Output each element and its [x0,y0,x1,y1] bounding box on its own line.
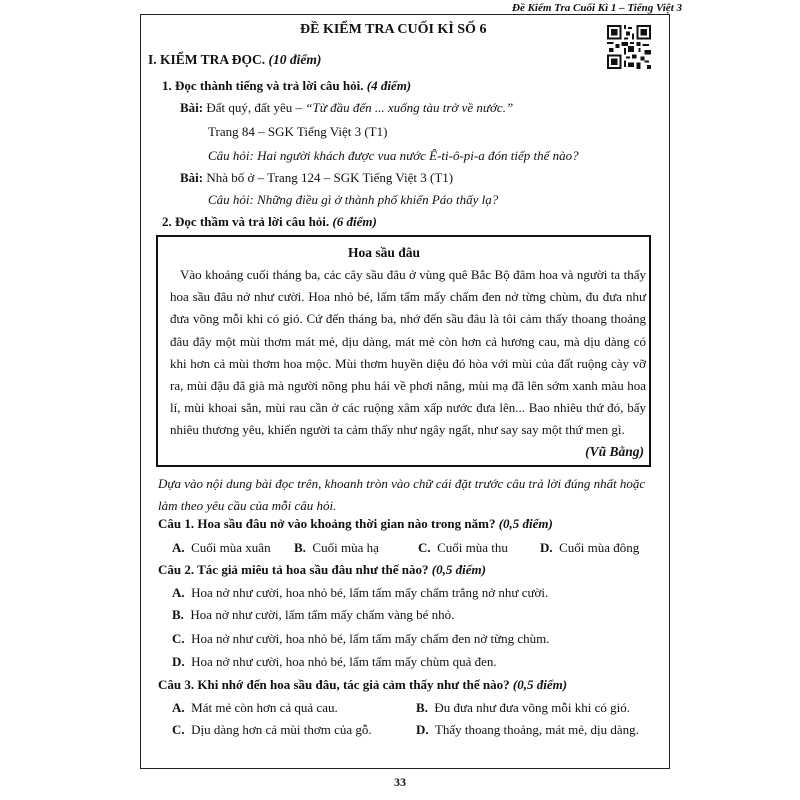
frame-bottom-rule [140,768,670,769]
page-number: 33 [394,775,406,789]
question-2-option-b[interactable]: B. Hoa nở như cười, lấm tấm mấy chấm vàng bé nhỏ. [172,607,455,622]
running-header: Đề Kiểm Tra Cuối Kì 1 – Tiếng Việt 3 [512,2,682,14]
question-3-option-a[interactable]: A. Mát mẻ còn hơn cả quả cau. [172,700,338,715]
part1-heading: 1. Đọc thành tiếng và trả lời câu hỏi. (4 điểm) [162,78,412,93]
reading-author: (Vũ Bằng) [585,444,644,459]
question-1-option-c[interactable]: C. Cuối mùa thu [418,540,508,555]
reading-text: Vào khoảng cuối tháng ba, các cây sầu đâu ở vùng quê Bắc Bộ đâm hoa và người ta thấy hoa sầu đâu nở như cười. Hoa nhỏ bé, lấm tấm mấy chấm đen nở từng chùm, đu đưa như đưa võng mỗi khi có gió. Cứ đến tháng ba, nhớ đến sầu đâu là tôi cảm thấy thoang thoảng đâu đây một mùi thơm mát mẻ, dịu dàng, mát mẻ còn hơn cả hương cau, mà dịu dàng có khi hơn cả mùi thơm hoa mộc. Mùi thơm huyền diệu đó hòa với mùi của đất ruộng cày vỡ ra, mùi đậu đã già mà người nông phu hái về phơi nắng, mùi mạ đã lên sớm xanh màu hoa lí, mùi khoai sắn, mùi rau cần ở các ruộng xâm xấp nước đưa lên... Bao nhiêu thứ đó, bấy nhiêu thương yêu, khiến người ta cảm thấy như ngây ngất, như say say một thứ men gì. [170,267,646,438]
lesson2-line: Bài: Nhà bố ở – Trang 124 – SGK Tiếng Việt 3 (T1) [180,170,454,185]
frame-top-rule [140,14,670,15]
question-2-option-a[interactable]: A. Hoa nở như cười, hoa nhỏ bé, lấm tấm mấy chấm trắng nở như cười. [172,585,549,600]
instruction-text: Dựa vào nội dung bài đọc trên, khoanh tròn vào chữ cái đặt trước câu trả lời đúng nhất hoặc làm theo yêu cầu của mỗi câu hỏi. [158,476,646,513]
question-3-option-c[interactable]: C. Dịu dàng hơn cả mùi thơm của gỗ. [172,722,372,737]
question-1-option-d[interactable]: D. Cuối mùa đông [540,540,640,555]
part2-heading: 2. Đọc thầm và trả lời câu hỏi. (6 điểm) [162,214,377,229]
question-1-label: Câu 1. Hoa sầu đâu nở vào khoảng thời gian nào trong năm? (0,5 điểm) [158,516,553,531]
question-2-option-d[interactable]: D. Hoa nở như cười, hoa nhỏ bé, lấm tấm mấy chùm quả đen. [172,654,497,669]
question-3-option-b[interactable]: B. Đu đưa như đưa võng mỗi khi có gió. [416,700,630,715]
lesson1-question: Câu hỏi: Hai người khách được vua nước Ê-ti-ô-pi-a đón tiếp thế nào? [208,148,579,163]
qr-code-icon [607,25,651,69]
section-heading: I. KIỂM TRA ĐỌC. (10 điểm) [148,52,322,67]
question-2-label: Câu 2. Tác giả miêu tả hoa sầu đâu như thế nào? (0,5 điểm) [158,562,486,577]
question-3-option-d[interactable]: D. Thấy thoang thoảng, mát mẻ, dịu dàng. [416,722,639,737]
frame-right-rule [669,14,670,768]
question-3-label: Câu 3. Khi nhớ đến hoa sầu đâu, tác giả cảm thấy như thế nào? (0,5 điểm) [158,677,568,692]
lesson1-line: Bài: Đất quý, đất yêu – “Từ đầu đến ... xuống tàu trở về nước.” [180,100,514,115]
page-title: ĐỀ KIỂM TRA CUỐI KÌ SỐ 6 [300,22,487,37]
question-1-option-b[interactable]: B. Cuối mùa hạ [294,540,379,555]
question-1-option-a[interactable]: A. Cuối mùa xuân [172,540,271,555]
question-2-option-c[interactable]: C. Hoa nở như cười, hoa nhỏ bé, lấm tấm mấy chấm đen nở từng chùm. [172,631,550,646]
reading-title: Hoa sầu đâu [348,245,421,260]
frame-left-rule [140,14,141,768]
lesson2-question: Câu hỏi: Những điều gì ở thành phố khiến Páo thấy lạ? [208,192,499,207]
lesson1-page: Trang 84 – SGK Tiếng Việt 3 (T1) [208,124,388,139]
